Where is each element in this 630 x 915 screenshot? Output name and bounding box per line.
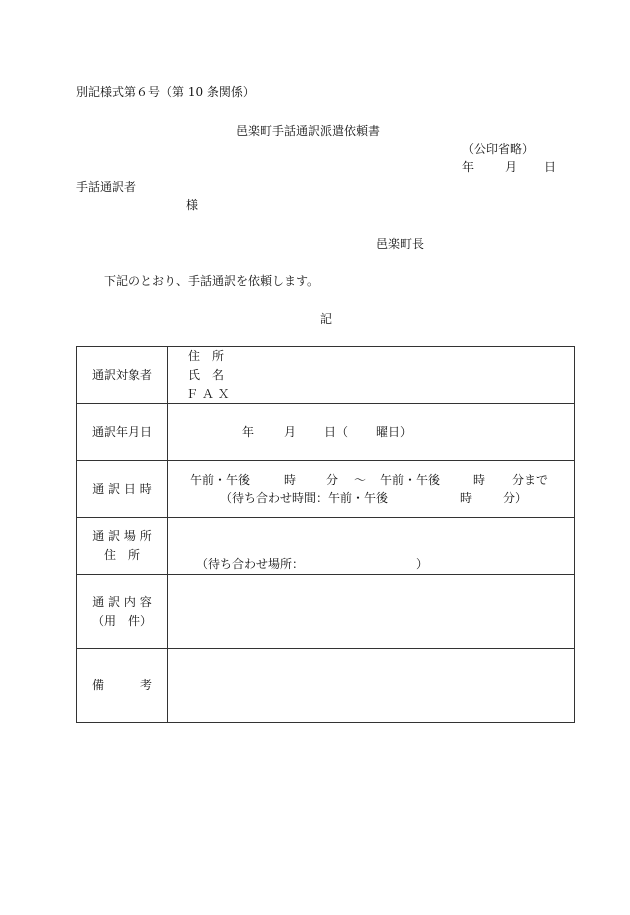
meeting-hour-label: 時 (460, 491, 473, 505)
request-form-table (76, 346, 575, 723)
ki-heading: 記 (320, 312, 333, 326)
content-cell[interactable] (168, 575, 575, 649)
label-date: 通訳年月日 (77, 404, 168, 461)
start-minute-label: 分 (326, 473, 339, 487)
label-place (77, 518, 168, 575)
year-label: 年 (242, 425, 255, 439)
end-ampm: 午前・午後 (380, 473, 441, 487)
row-target-person (77, 347, 575, 404)
row-place (77, 518, 575, 575)
remarks-cell[interactable] (168, 649, 575, 723)
meeting-place-close: ） (416, 557, 429, 571)
row-time (77, 461, 575, 518)
label-target-person: 通訳対象者 (77, 347, 168, 404)
addressee-honorific: 様 (186, 198, 199, 212)
meeting-minute-label: 分） (503, 491, 528, 505)
place-cell[interactable] (168, 518, 575, 575)
sender-name: 邑楽町長 (376, 237, 425, 251)
row-date (77, 404, 575, 461)
start-ampm: 午前・午後 (190, 473, 251, 487)
date-year-label: 年 (462, 160, 475, 174)
time-cell[interactable] (168, 461, 575, 518)
target-person-cell[interactable] (168, 347, 575, 404)
intro-text: 下記のとおり、手話通訳を依頼します。 (104, 274, 320, 288)
name-label: 氏 名 (188, 368, 225, 382)
document-title: 邑楽町手話通訳派遣依頼書 (236, 124, 381, 138)
start-hour-label: 時 (284, 473, 297, 487)
end-hour-label: 時 (473, 473, 486, 487)
meeting-place-prefix: （待ち合わせ場所： (196, 557, 305, 571)
form-number: 別記様式第６号（第 10 条関係） (76, 85, 255, 99)
date-cell[interactable] (168, 404, 575, 461)
end-minute-label: 分まで (512, 473, 549, 487)
meeting-time-prefix: （待ち合わせ時間：午前・午後 (220, 491, 389, 505)
addressee-label: 手話通訳者 (76, 180, 137, 194)
label-content-line2: （用 件） (91, 613, 152, 628)
label-content-line1: 通 訳 内 容 (92, 594, 152, 609)
row-content (77, 575, 575, 649)
date-month-label: 月 (505, 160, 518, 174)
month-label: 月 (284, 425, 297, 439)
time-range-tilde: ～ (354, 473, 367, 487)
date-day-label: 日 (544, 160, 557, 174)
day-label: 日（ (324, 425, 349, 439)
seal-omitted-note: （公印省略） (462, 142, 535, 156)
label-remarks: 備 考 (77, 649, 168, 723)
address-label: 住 所 (188, 349, 225, 363)
label-time: 通 訳 日 時 (77, 461, 168, 518)
row-remarks (77, 649, 575, 723)
label-place-line1: 通 訳 場 所 (92, 529, 152, 543)
fax-label: Ｆ Ａ Ｘ (186, 387, 230, 401)
weekday-label: 曜日） (376, 425, 413, 439)
label-place-line2: 住 所 (103, 548, 140, 562)
label-content (77, 575, 168, 649)
